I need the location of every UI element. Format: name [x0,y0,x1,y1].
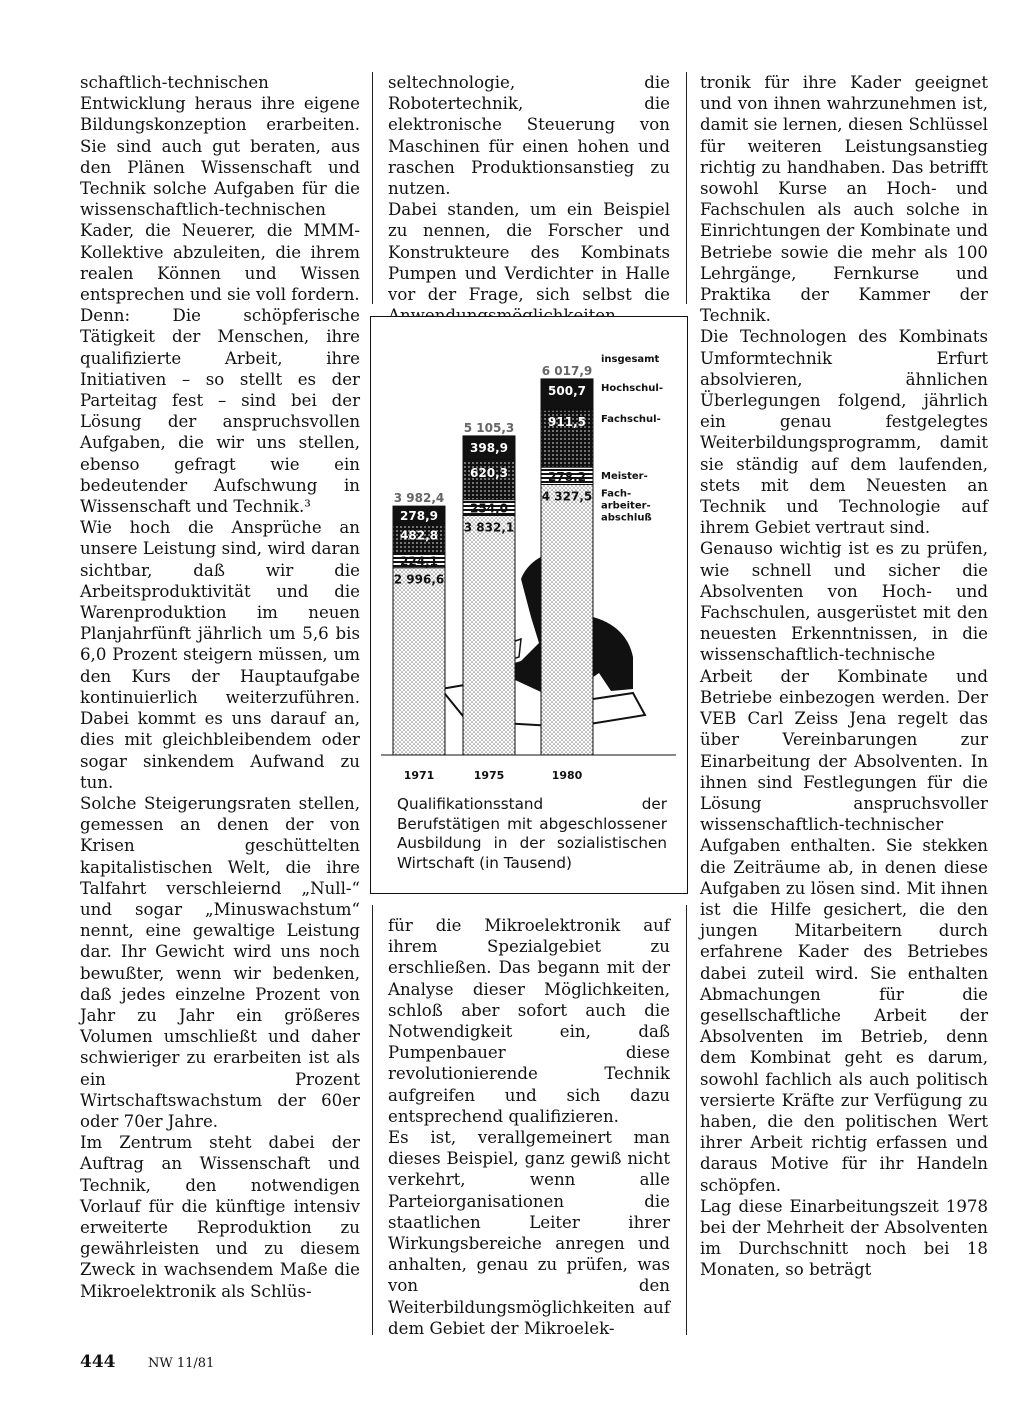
chart-figure [370,316,688,894]
text-column-middle-bottom [388,915,670,1339]
data-label: 3 832,1 [463,520,515,535]
paragraph: Wie hoch die Ansprüche an unsere Leistung sind, wird daran sichtbar, daß wir die Arbeitsproduktivität und die Warenproduktion im neuen Planjahrfünft jährlich um 5,6 bis 6,0 Prozent steigern müssen, um den Kurs der Hauptaufgabe kontinuierlich weiterzuführen. Dabei kommt es uns darauf an, dies mit gleichbleibendem oder sogar sinkendem Aufwand zu tun. [80,518,360,792]
total-label: 5 105,3 [463,420,515,435]
data-label: 278,9 [400,508,438,523]
paragraph: Dabei standen, um ein Beispiel zu nennen, die Forscher und Konstrukteure des Kombinats Pumpen und Verdichter in Halle vor der Frage, sich selbst die [388,200,670,305]
legend-label: Hochschul- [601,382,663,394]
paragraph: Im Zentrum steht dabei der Auftrag an Wissenschaft und Technik, den notwendigen Vorlauf für die künftige intensiv erweiterte Reproduktion zu gewährleisten und zu diesem Zweck in wachsendem Maße die Mikroelektronik als Schlüs- [80,1133,360,1301]
legend-label: Meister- [601,471,648,483]
bar-segment [463,516,515,756]
page-number: 444 [80,1352,116,1372]
data-label: 4 327,5 [541,489,593,504]
paragraph: Genauso wichtig ist es zu prüfen, wie schnell und sicher die Absolventen von Hoch- und Fachschulen, ausgerüstet mit den neuesten Erkenntnissen, in die wissenschaftlich-technische Arbeit der Kombinate und Betriebe einbezogen werden. Der VEB Carl Zeiss Jena regelt das über Vereinbarungen zur Einarbeitung der Absolventen. In ihnen sind Festlegungen für die Lösung anspruchsvoller wissenschaftlich-technischer Aufgaben enthalten. Sie stekken die Zeiträume ab, in denen diese Aufgaben zu lösen sind. Mit ihnen ist die Hilfe gesichert, die den jungen Mitarbeitern durch erfahrene Kader des Betriebes dabei zuteil wird. Sie enthalten Abmachungen für die gesellschaftliche Arbeit der Absolventen im Betrieb, denn dem Kombinat geht es darum, sowohl fachlich als auch politisch versierte Kräfte zur Verfügung zu haben, die den politischen Wert ihrer Arbeit richtig erfassen und daraus Motive für ihr Handeln schöpfen. [700,539,988,1195]
data-label: 254,0 [470,501,508,516]
paragraph: Die Technologen des Kombinats Umformtechnik Erfurt absolvieren, ähnlichen Überlegungen folgend, jährlich ein genau festgelegtes Weiterbildungsprogramm, damit sie ständig auf dem laufenden, stets mit dem Neuesten an Technik und Technologie auf ihrem Gebiet vertraut sind. [700,327,988,538]
data-label: 500,7 [548,383,586,398]
x-tick-label: 1980 [551,769,583,782]
legend-label: Fachschul- [601,414,661,426]
column-rule [372,905,373,1335]
legend-total: insgesamt [601,354,660,365]
paragraph: Solche Steigerungsraten stellen, gemessen an denen der von Krisen geschüttelten kapitalistischen Welt, die ihre Talfahrt verschleiernd „Null-“ und sogar „Minuswachstum“ nennt, eine gewaltige Leistung dar. Ihr Gewicht wird uns noch bewußter, wenn wir bedenken, daß jedes einzelne Prozent von Jahr zu Jahr ein größeres Volumen umschließt und daher schwieriger zu erarbeiten ist als ein Prozent Wirtschaftswachstum der 60er oder 70er Jahre. [80,793,360,1131]
total-label: 3 982,4 [393,491,445,506]
data-label: 398,9 [470,440,508,455]
paragraph: für die Mikroelektronik auf ihrem Spezialgebiet zu erschließen. Das begann mit der Analyse dieser Möglichkeiten, schloß aber sofort auch die Notwendigkeit ein, daß Pumpenbauer diese revolutionierende Technik aufgreifen und sich dazu entsprechend qualifizieren. [388,916,670,1126]
paragraph: Lag diese Einarbeitungszeit 1978 bei der Mehrheit der Absolventen im Durchschnitt noch bei 18 Monaten, so beträgt [700,1196,988,1280]
paragraph: Denn: Die schöpferische Tätigkeit der Menschen, ihre qualifizierte Arbeit, ihre Initiativen – so stellt es der Parteitag fest – sind bei der Lösung der anspruchsvollen Aufgaben, die wir uns stellen, ebenso gefragt wie ein bedeutender Aufschwung in Wissenschaft und Technik.³ [80,306,360,517]
issue-label: NW 11/81 [148,1356,215,1371]
column-rule [372,72,373,304]
total-label: 6 017,9 [541,363,593,378]
data-label: 224,1 [400,554,438,569]
paragraph: Es ist, verallgemeinert man dieses Beispiel, ganz gewiß nicht verkehrt, wenn alle Parteiorganisationen die staatlichen Leiter ihrer Wirkungsbereiche anregen und anhalten, genau zu prüfen, was von den Weiterbildungsmöglichkeiten auf dem Gebiet der Mikroelek- [388,1128,670,1338]
x-tick-label: 1975 [473,769,505,782]
paragraph: schaftlich-technischen Entwicklung heraus ihre eigene Bildungskonzeption erarbeiten. Sie sind auch gut beraten, aus den Plänen Wissenschaft und Technik solche Aufgaben für die wissenschaftlich-technischen Kader, die Neuerer, die MMM-Kollektive abzuleiten, die ihrem realen Können und Wissen entsprechen und sie voll fordern. [80,73,360,305]
legend-label: abschluß [601,512,652,524]
text-column-middle-top [388,72,670,326]
data-label: 911,5 [548,415,586,430]
column-rule [686,905,687,1335]
data-label: 278,2 [548,469,586,484]
legend-label: arbeiter- [601,500,651,512]
column-rule [686,72,687,304]
bar-segment [541,485,593,756]
data-label: 2 996,6 [393,572,445,587]
x-tick-label: 1971 [403,769,435,782]
figure-caption: Qualifikationsstand der Berufstätigen mit abgeschlossener Ausbildung in der sozialistischen Wirtschaft (in Tausend) [397,795,667,872]
paragraph: seltechnologie, die Robotertechnik, die elektronische Steuerung von Maschinen für einen hohen und raschen Produktionsanstieg zu nutzen. [388,73,670,199]
data-label: 620,3 [470,465,508,480]
stacked-bar-chart [371,317,686,787]
data-label: 482,8 [400,528,438,543]
legend-label: Fach- [601,488,632,500]
text-column-right [700,72,988,1281]
bar-segment [393,568,445,755]
paragraph: tronik für ihre Kader geeignet und von ihnen wahrzunehmen ist, damit sie lernen, diesen Schlüssel für weiteren Leistungsanstieg richtig zu handhaben. Das betrifft sowohl Kurse an Hoch- und Fachschulen als auch solche in Einrichtungen der Kombinate und Betriebe sowie die mehr als 100 Lehrgänge, Fernkurse und Praktika der Kammer der Technik. [700,73,988,326]
text-column-left [80,72,360,1302]
